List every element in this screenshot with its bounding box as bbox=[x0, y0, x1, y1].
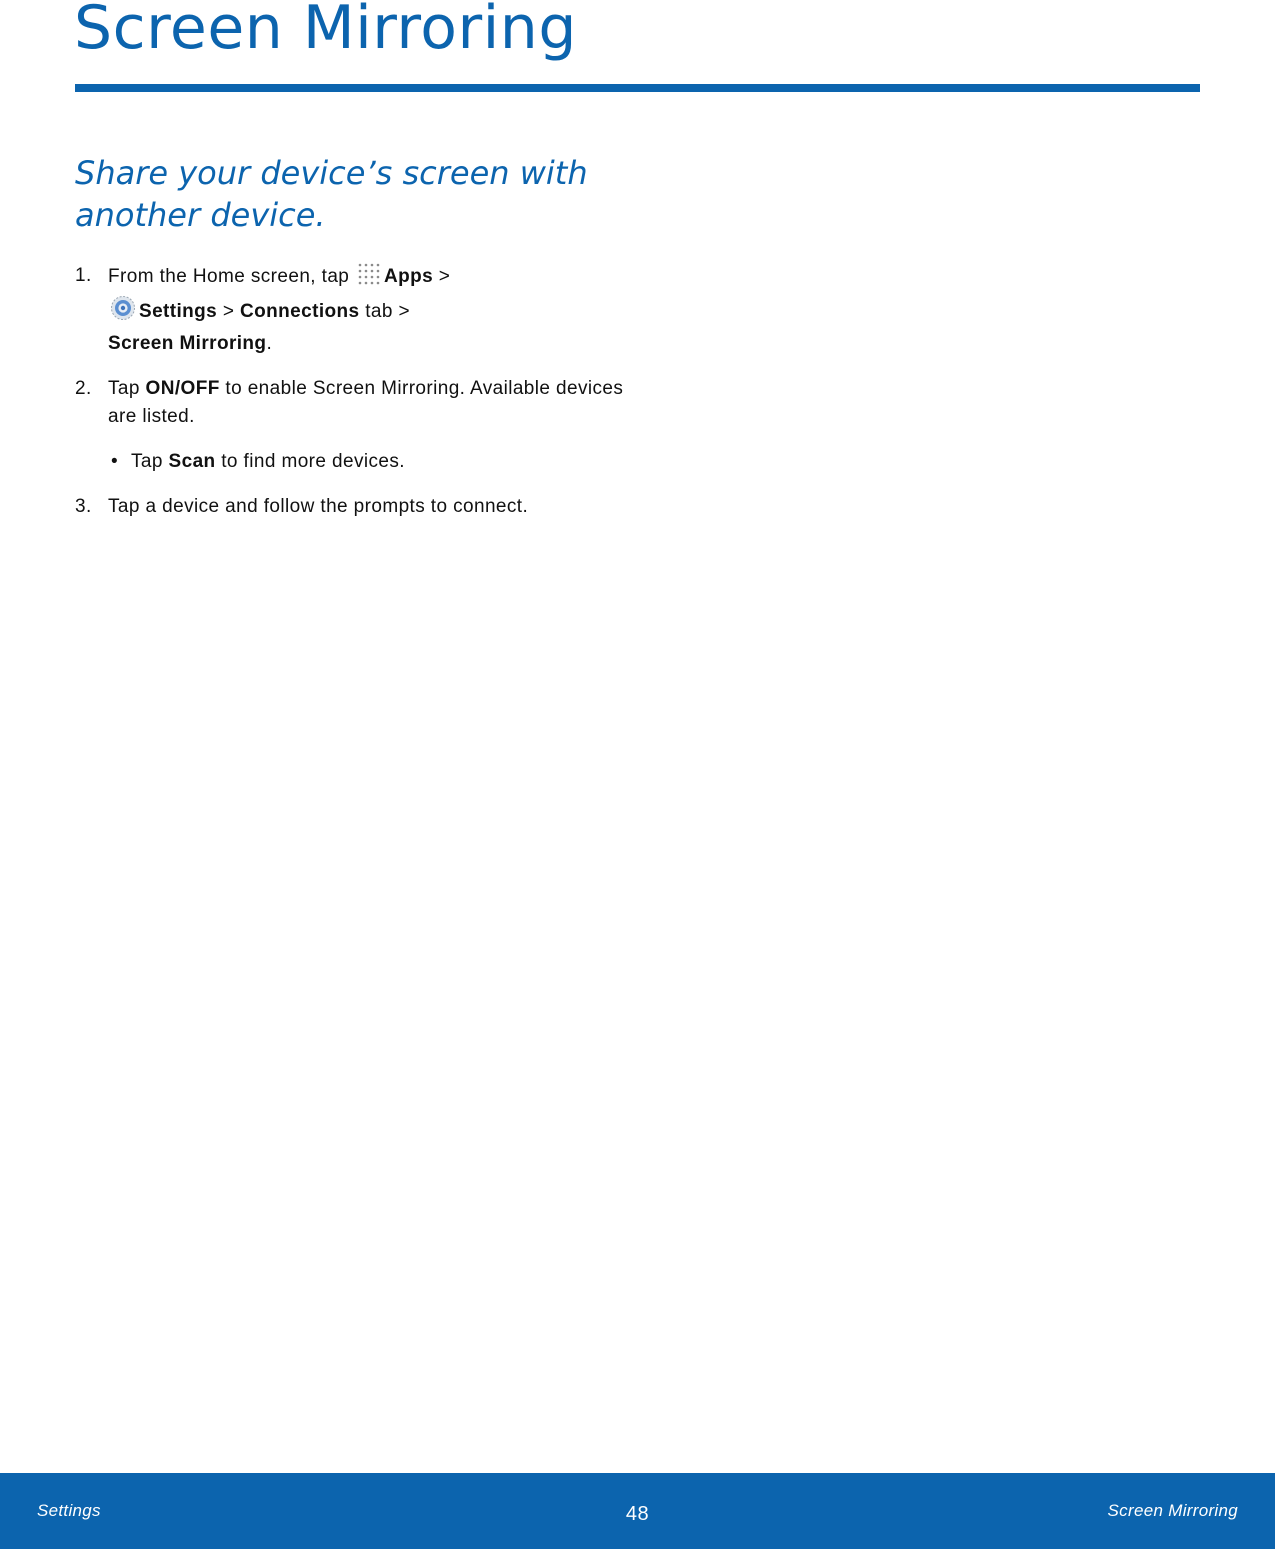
title-divider bbox=[75, 84, 1200, 92]
footer-section: Settings bbox=[37, 1501, 101, 1520]
step-text: Tap bbox=[108, 378, 140, 399]
onoff-label: ON/OFF bbox=[145, 378, 220, 399]
apps-label: Apps bbox=[383, 266, 434, 287]
scan-label: Scan bbox=[168, 451, 216, 472]
footer-chapter: Screen Mirroring bbox=[1107, 1501, 1238, 1520]
bullet-item bbox=[75, 448, 635, 476]
page-footer bbox=[0, 1473, 1275, 1549]
page-title: Screen Mirroring bbox=[74, 0, 577, 63]
step-1 bbox=[75, 262, 635, 358]
step-2 bbox=[75, 375, 635, 431]
page-number: 48 bbox=[625, 1503, 650, 1525]
step-number: 1. bbox=[75, 265, 92, 286]
settings-gear-icon bbox=[110, 295, 136, 330]
separator: > bbox=[438, 266, 451, 287]
step-number: 2. bbox=[75, 378, 92, 399]
step-text: tab > bbox=[365, 301, 410, 322]
bullet-text: to find more devices. bbox=[221, 451, 405, 472]
apps-grid-icon bbox=[357, 262, 381, 295]
page-subtitle: Share your device’s screen with another device. bbox=[75, 154, 588, 234]
step-text: From the Home screen, tap bbox=[108, 266, 350, 287]
screen-mirroring-label: Screen Mirroring bbox=[108, 333, 267, 354]
step-number: 3. bbox=[75, 496, 92, 517]
bullet-dot: • bbox=[111, 451, 119, 472]
separator: > bbox=[222, 301, 235, 322]
instruction-steps bbox=[75, 262, 635, 521]
connections-label: Connections bbox=[240, 301, 360, 322]
step-text: Tap a device and follow the prompts to connect. bbox=[108, 496, 529, 517]
step-text: to enable Screen Mirroring. Available devices are listed. bbox=[108, 378, 624, 427]
settings-label: Settings bbox=[139, 301, 218, 322]
step-text: . bbox=[266, 333, 273, 354]
bullet-text: Tap bbox=[131, 451, 163, 472]
step-3 bbox=[75, 493, 635, 521]
